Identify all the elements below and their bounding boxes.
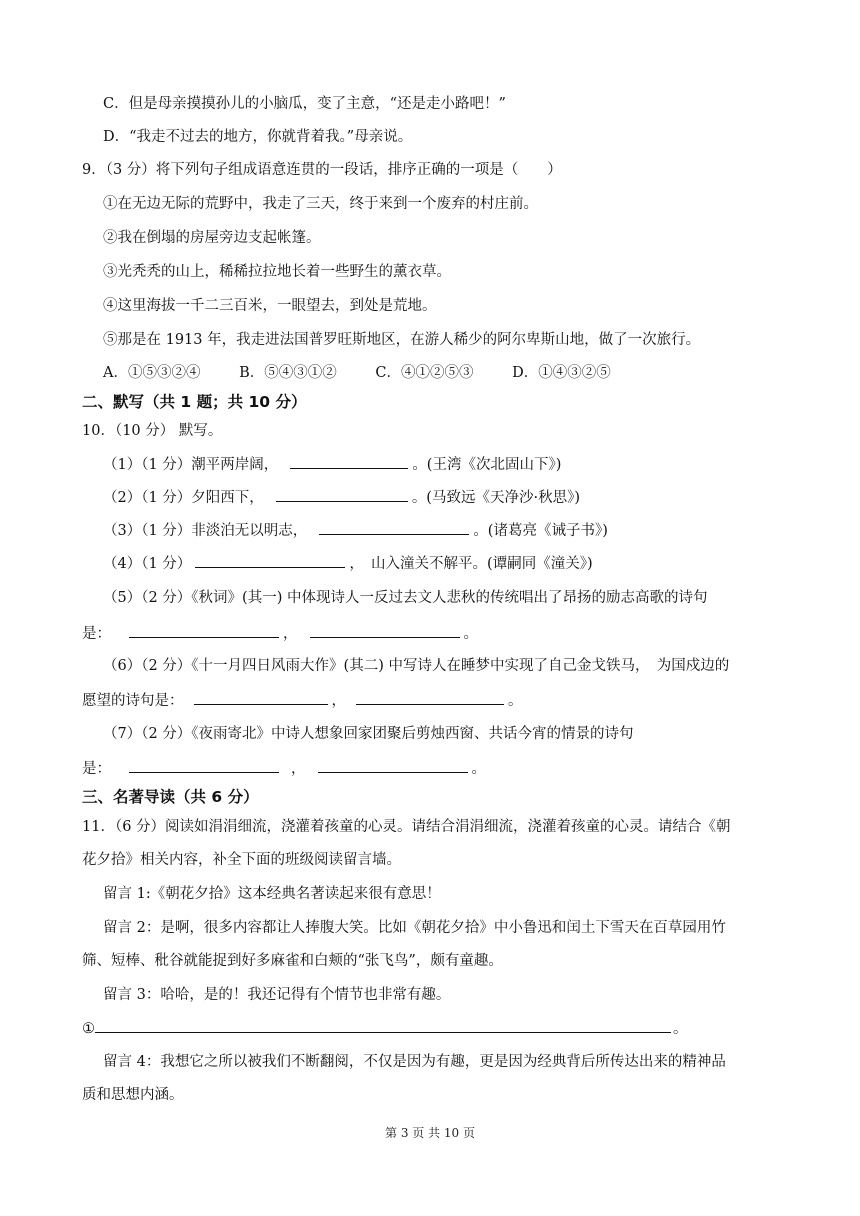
q10-item-2-prompt: （2）（1 分）夕阳西下， bbox=[103, 490, 264, 506]
q10-item-1-prompt: （1）（1 分）潮平两岸阔， bbox=[103, 457, 279, 473]
q10-item-7-blank-1[interactable] bbox=[129, 758, 279, 773]
section-2-title: 二、默写（共 1 题；共 10 分） bbox=[82, 393, 307, 411]
q9-option-c[interactable]: C．④①②⑤③ bbox=[375, 365, 474, 381]
q10-item-7-answer bbox=[82, 758, 486, 779]
q9-sentence-1: ①在无边无际的荒野中，我走了三天，终于来到一个废弃的村庄前。 bbox=[103, 196, 538, 212]
q10-item-6-blank-1[interactable] bbox=[194, 690, 328, 705]
q11-message-3: 留言 3：哈哈，是的！我还记得有个情节也非常有趣。 bbox=[103, 987, 451, 1003]
q10-item-7-label: 是： bbox=[82, 761, 111, 777]
q10-item-4-prompt: （4）（1 分） bbox=[103, 556, 192, 572]
q10-item-6-blank-2[interactable] bbox=[356, 690, 504, 705]
q10-item-3 bbox=[103, 520, 608, 541]
q9-options bbox=[103, 363, 645, 383]
q9-sentence-2: ②我在倒塌的房屋旁边支起帐篷。 bbox=[103, 230, 321, 246]
q10-item-7-sep: ， bbox=[291, 761, 306, 777]
q10-item-3-blank[interactable] bbox=[319, 520, 469, 535]
q10-item-6-end: 。 bbox=[508, 693, 523, 709]
q10-item-6-answer bbox=[82, 690, 523, 711]
q10-item-6-sep: ， bbox=[331, 693, 346, 709]
q10-item-5-blank-1[interactable] bbox=[129, 623, 279, 638]
q11-answer-line bbox=[82, 1018, 688, 1039]
q8-option-c: C．但是母亲摸摸孙儿的小脑瓜，变了主意，“还是走小路吧！” bbox=[103, 96, 506, 112]
q10-stem: 10．（10 分） 默写。 bbox=[82, 423, 223, 439]
q11-message-4-line-1: 留言 4：我想它之所以被我们不断翻阅，不仅是因为有趣，更是因为经典背后所传达出来的精神品 bbox=[103, 1054, 726, 1070]
q11-message-2-line-1: 留言 2：是啊，很多内容都让人捧腹大笑。比如《朝花夕拾》中小鲁迅和闰土下雪天在百草园用竹 bbox=[103, 920, 726, 936]
q11-message-2-line-2: 筛、短棒、秕谷就能捉到好多麻雀和白颊的“张飞鸟”，颇有童趣。 bbox=[82, 953, 503, 969]
q10-item-1-blank[interactable] bbox=[290, 454, 408, 469]
q10-item-7-end: 。 bbox=[471, 761, 486, 777]
q10-item-7-blank-2[interactable] bbox=[318, 758, 468, 773]
q9-stem: 9．（3 分）将下列句子组成语意连贯的一段话，排序正确的一项是（ ） bbox=[82, 162, 562, 178]
q10-item-5-end: 。 bbox=[463, 626, 478, 642]
q9-sentence-3: ③光秃秃的山上，稀稀拉拉地长着一些野生的薰衣草。 bbox=[103, 264, 451, 280]
q10-item-3-prompt: （3）（1 分）非淡泊无以明志， bbox=[103, 523, 308, 539]
q9-option-a[interactable]: A．①⑤③②④ bbox=[103, 365, 201, 381]
q10-item-5-blank-2[interactable] bbox=[310, 623, 460, 638]
q8-option-d: D．“我走不过去的地方，你就背着我。”母亲说。 bbox=[103, 129, 413, 145]
q10-item-2-blank[interactable] bbox=[276, 487, 408, 502]
q11-answer-marker: ① bbox=[82, 1021, 95, 1037]
q10-item-4-blank[interactable] bbox=[195, 553, 345, 568]
q11-stem-line-2: 花夕拾》相关内容，补全下面的班级阅读留言墙。 bbox=[82, 852, 401, 868]
q11-answer-blank[interactable] bbox=[95, 1018, 671, 1033]
q10-item-3-source: 。(诸葛亮《诫子书》) bbox=[473, 523, 608, 539]
q10-item-5-prompt: （5）（2 分）《秋词》(其一) 中体现诗人一反过去文人悲秋的传统唱出了昂扬的励志高歌的诗句 bbox=[103, 590, 708, 606]
q10-item-2 bbox=[103, 487, 580, 508]
page-footer: 第 3 页 共 10 页 bbox=[385, 1126, 475, 1140]
q10-item-1-source: 。(王湾《次北固山下》) bbox=[412, 457, 562, 473]
q9-option-b[interactable]: B．⑤④③①② bbox=[239, 365, 337, 381]
q10-item-7-prompt: （7）（2 分）《夜雨寄北》中诗人想象回家团聚后剪烛西窗、共话今宵的情景的诗句 bbox=[103, 726, 634, 742]
q11-message-4-line-2: 质和思想内涵。 bbox=[82, 1087, 184, 1103]
q10-item-4-source: ， 山入潼关不解平。(谭嗣同《潼关》) bbox=[349, 556, 593, 572]
q11-stem-line-1: 11．（6 分）阅读如涓涓细流，浇灌着孩童的心灵。请结合涓涓细流，浇灌着孩童的心灵。请结合《朝 bbox=[82, 819, 731, 835]
q10-item-6-label: 愿望的诗句是： bbox=[82, 693, 184, 709]
q10-item-6-prompt: （6）（2 分）《十一月四日风雨大作》(其二) 中写诗人在睡梦中实现了自己金戈铁马， 为国戍边的 bbox=[103, 658, 730, 674]
q9-sentence-5: ⑤那是在 1913 年，我走进法国普罗旺斯地区，在游人稀少的阿尔卑斯山地，做了一次旅行。 bbox=[103, 332, 701, 348]
q10-item-5-sep: ， bbox=[283, 626, 298, 642]
q10-item-2-source: 。(马致远《天净沙·秋思》) bbox=[411, 490, 580, 506]
section-3-title: 三、名著导读（共 6 分） bbox=[82, 788, 259, 806]
q10-item-4 bbox=[103, 553, 593, 574]
q10-item-5-answer bbox=[82, 623, 478, 644]
q10-item-1 bbox=[103, 454, 561, 475]
q10-item-5-label: 是： bbox=[82, 626, 111, 642]
q9-option-d[interactable]: D．①④③②⑤ bbox=[512, 365, 611, 381]
q11-answer-end: 。 bbox=[673, 1021, 688, 1037]
q11-message-1: 留言 1:《朝花夕拾》这本经典名著读起来很有意思！ bbox=[103, 886, 441, 902]
q9-sentence-4: ④这里海拔一千二三百米，一眼望去，到处是荒地。 bbox=[103, 298, 437, 314]
